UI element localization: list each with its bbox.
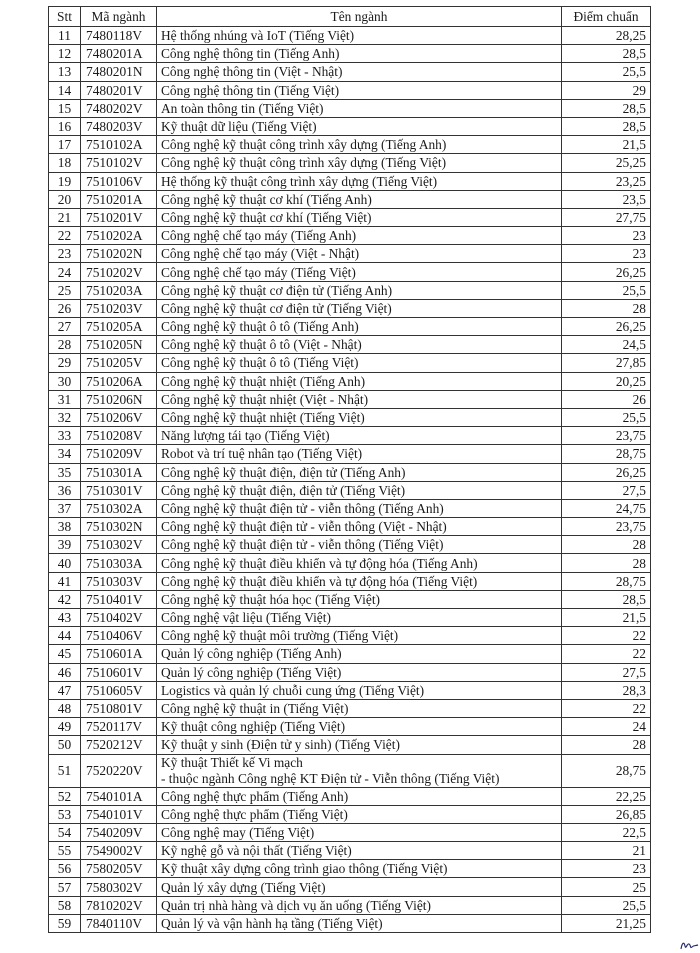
row-stt: 34 bbox=[49, 445, 81, 463]
table-row bbox=[49, 299, 651, 317]
row-score: 23,75 bbox=[562, 427, 651, 445]
table-row bbox=[49, 681, 651, 699]
row-stt: 16 bbox=[49, 117, 81, 135]
row-stt: 30 bbox=[49, 372, 81, 390]
row-name: Robot và trí tuệ nhân tạo (Tiếng Việt) bbox=[157, 445, 562, 463]
row-stt: 14 bbox=[49, 81, 81, 99]
row-code: 7510303V bbox=[81, 572, 157, 590]
row-score: 22 bbox=[562, 627, 651, 645]
row-name: Hệ thống nhúng và IoT (Tiếng Việt) bbox=[157, 27, 562, 45]
row-name: Công nghệ chế tạo máy (Tiếng Anh) bbox=[157, 227, 562, 245]
column-header-code: Mã ngành bbox=[81, 7, 157, 27]
table-row bbox=[49, 536, 651, 554]
row-name: Công nghệ kỹ thuật in (Tiếng Việt) bbox=[157, 699, 562, 717]
row-stt: 53 bbox=[49, 805, 81, 823]
row-stt: 18 bbox=[49, 154, 81, 172]
row-score: 20,25 bbox=[562, 372, 651, 390]
table-row bbox=[49, 805, 651, 823]
row-code: 7510801V bbox=[81, 699, 157, 717]
row-code: 7510202V bbox=[81, 263, 157, 281]
admission-score-table bbox=[48, 6, 651, 933]
row-code: 7480118V bbox=[81, 27, 157, 45]
row-name: Công nghệ thực phẩm (Tiếng Anh) bbox=[157, 787, 562, 805]
row-stt: 21 bbox=[49, 208, 81, 226]
row-code: 7510209V bbox=[81, 445, 157, 463]
row-stt: 22 bbox=[49, 227, 81, 245]
table-row bbox=[49, 445, 651, 463]
table-row bbox=[49, 481, 651, 499]
table-row bbox=[49, 99, 651, 117]
row-code: 7520117V bbox=[81, 718, 157, 736]
row-score: 28,5 bbox=[562, 117, 651, 135]
row-name: Kỹ thuật y sinh (Điện tử y sinh) (Tiếng Việt) bbox=[157, 736, 562, 754]
row-code: 7510303A bbox=[81, 554, 157, 572]
table-row bbox=[49, 154, 651, 172]
row-stt: 26 bbox=[49, 299, 81, 317]
row-score: 26,25 bbox=[562, 463, 651, 481]
row-code: 7510205V bbox=[81, 354, 157, 372]
row-code: 7510402V bbox=[81, 609, 157, 627]
table-row bbox=[49, 427, 651, 445]
row-stt: 27 bbox=[49, 318, 81, 336]
row-code: 7520212V bbox=[81, 736, 157, 754]
table-row bbox=[49, 590, 651, 608]
row-score: 22,25 bbox=[562, 787, 651, 805]
row-code: 7510406V bbox=[81, 627, 157, 645]
row-score: 28,75 bbox=[562, 445, 651, 463]
row-score: 24,5 bbox=[562, 336, 651, 354]
row-code: 7510302N bbox=[81, 518, 157, 536]
table-row bbox=[49, 860, 651, 878]
row-name: Công nghệ kỹ thuật nhiệt (Việt - Nhật) bbox=[157, 390, 562, 408]
table-row bbox=[49, 408, 651, 426]
table-row bbox=[49, 336, 651, 354]
table-row bbox=[49, 318, 651, 336]
row-score: 22 bbox=[562, 645, 651, 663]
table-row bbox=[49, 572, 651, 590]
row-score: 26 bbox=[562, 390, 651, 408]
row-name: Công nghệ kỹ thuật điện, điện tử (Tiếng Anh) bbox=[157, 463, 562, 481]
row-name: Công nghệ kỹ thuật điều khiển và tự động hóa (Tiếng Anh) bbox=[157, 554, 562, 572]
row-stt: 58 bbox=[49, 896, 81, 914]
row-score: 21,5 bbox=[562, 609, 651, 627]
row-code: 7580205V bbox=[81, 860, 157, 878]
row-name: Công nghệ kỹ thuật ô tô (Tiếng Anh) bbox=[157, 318, 562, 336]
row-code: 7520220V bbox=[81, 754, 157, 787]
row-name: Công nghệ thông tin (Tiếng Việt) bbox=[157, 81, 562, 99]
row-score: 21,5 bbox=[562, 136, 651, 154]
row-name: Công nghệ thông tin (Việt - Nhật) bbox=[157, 63, 562, 81]
row-stt: 59 bbox=[49, 914, 81, 932]
row-score: 27,5 bbox=[562, 663, 651, 681]
row-name: Kỹ thuật công nghiệp (Tiếng Việt) bbox=[157, 718, 562, 736]
row-name: Kỹ thuật dữ liệu (Tiếng Việt) bbox=[157, 117, 562, 135]
row-stt: 25 bbox=[49, 281, 81, 299]
table-row bbox=[49, 823, 651, 841]
row-score: 23,75 bbox=[562, 518, 651, 536]
row-stt: 47 bbox=[49, 681, 81, 699]
row-stt: 36 bbox=[49, 481, 81, 499]
row-stt: 46 bbox=[49, 663, 81, 681]
row-name: Công nghệ chế tạo máy (Tiếng Việt) bbox=[157, 263, 562, 281]
row-name: Công nghệ kỹ thuật cơ điện tử (Tiếng Anh) bbox=[157, 281, 562, 299]
row-name-line-1: Kỹ thuật Thiết kế Vi mạch bbox=[161, 754, 303, 770]
row-stt: 24 bbox=[49, 263, 81, 281]
row-name: Công nghệ kỹ thuật ô tô (Việt - Nhật) bbox=[157, 336, 562, 354]
row-score: 24,75 bbox=[562, 499, 651, 517]
row-code: 7549002V bbox=[81, 842, 157, 860]
row-score: 25,5 bbox=[562, 408, 651, 426]
row-name: Công nghệ thực phẩm (Tiếng Việt) bbox=[157, 805, 562, 823]
row-score: 25,25 bbox=[562, 154, 651, 172]
row-score: 21 bbox=[562, 842, 651, 860]
row-score: 28 bbox=[562, 736, 651, 754]
table-row bbox=[49, 263, 651, 281]
column-header-name: Tên ngành bbox=[157, 7, 562, 27]
row-code: 7510302V bbox=[81, 536, 157, 554]
row-stt: 52 bbox=[49, 787, 81, 805]
row-stt: 15 bbox=[49, 99, 81, 117]
row-stt: 40 bbox=[49, 554, 81, 572]
row-name: Công nghệ kỹ thuật điện tử - viễn thông (Việt - Nhật) bbox=[157, 518, 562, 536]
row-code: 7510206V bbox=[81, 408, 157, 426]
handwritten-mark-icon bbox=[679, 937, 700, 951]
table-row bbox=[49, 645, 651, 663]
table-row bbox=[49, 609, 651, 627]
row-stt: 41 bbox=[49, 572, 81, 590]
table-row bbox=[49, 463, 651, 481]
row-stt: 35 bbox=[49, 463, 81, 481]
row-score: 28 bbox=[562, 554, 651, 572]
row-name: Quản lý và vận hành hạ tầng (Tiếng Việt) bbox=[157, 914, 562, 932]
row-score: 28,75 bbox=[562, 572, 651, 590]
table-row bbox=[49, 390, 651, 408]
table-row bbox=[49, 499, 651, 517]
row-code: 7510106V bbox=[81, 172, 157, 190]
row-code: 7480201V bbox=[81, 81, 157, 99]
row-stt: 50 bbox=[49, 736, 81, 754]
row-name: Công nghệ kỹ thuật điều khiển và tự động hóa (Tiếng Việt) bbox=[157, 572, 562, 590]
row-code: 7510605V bbox=[81, 681, 157, 699]
table-row bbox=[49, 896, 651, 914]
row-name: Công nghệ chế tạo máy (Việt - Nhật) bbox=[157, 245, 562, 263]
table-header-row bbox=[49, 7, 651, 27]
table-body bbox=[49, 27, 651, 933]
column-header-stt: Stt bbox=[49, 7, 81, 27]
row-stt: 13 bbox=[49, 63, 81, 81]
row-code: 7510401V bbox=[81, 590, 157, 608]
row-score: 28,25 bbox=[562, 27, 651, 45]
row-stt: 57 bbox=[49, 878, 81, 896]
table-row bbox=[49, 208, 651, 226]
row-code: 7540209V bbox=[81, 823, 157, 841]
table-row bbox=[49, 787, 651, 805]
row-score: 25,5 bbox=[562, 896, 651, 914]
row-score: 23 bbox=[562, 227, 651, 245]
row-score: 21,25 bbox=[562, 914, 651, 932]
row-name: Công nghệ kỹ thuật ô tô (Tiếng Việt) bbox=[157, 354, 562, 372]
row-stt: 49 bbox=[49, 718, 81, 736]
table-row bbox=[49, 842, 651, 860]
table-row bbox=[49, 27, 651, 45]
row-stt: 12 bbox=[49, 45, 81, 63]
row-score: 28,5 bbox=[562, 45, 651, 63]
row-stt: 20 bbox=[49, 190, 81, 208]
row-stt: 43 bbox=[49, 609, 81, 627]
table-row bbox=[49, 627, 651, 645]
row-score: 28,75 bbox=[562, 754, 651, 787]
table-row bbox=[49, 117, 651, 135]
row-name: Công nghệ kỹ thuật điện tử - viễn thông (Tiếng Việt) bbox=[157, 536, 562, 554]
row-code: 7510206A bbox=[81, 372, 157, 390]
row-score: 25,5 bbox=[562, 281, 651, 299]
row-name: Công nghệ kỹ thuật công trình xây dựng (Tiếng Anh) bbox=[157, 136, 562, 154]
table-row bbox=[49, 172, 651, 190]
row-code: 7540101A bbox=[81, 787, 157, 805]
table-row bbox=[49, 754, 651, 787]
row-name bbox=[157, 754, 562, 787]
row-code: 7840110V bbox=[81, 914, 157, 932]
row-name: Quản lý xây dựng (Tiếng Việt) bbox=[157, 878, 562, 896]
row-name: Kỹ nghệ gỗ và nội thất (Tiếng Việt) bbox=[157, 842, 562, 860]
table-row bbox=[49, 45, 651, 63]
row-name: Hệ thống kỹ thuật công trình xây dựng (Tiếng Việt) bbox=[157, 172, 562, 190]
row-code: 7810202V bbox=[81, 896, 157, 914]
row-code: 7510601A bbox=[81, 645, 157, 663]
row-score: 25 bbox=[562, 878, 651, 896]
table-row bbox=[49, 190, 651, 208]
row-code: 7510102V bbox=[81, 154, 157, 172]
table-row bbox=[49, 914, 651, 932]
row-stt: 29 bbox=[49, 354, 81, 372]
row-code: 7510201V bbox=[81, 208, 157, 226]
row-code: 7510601V bbox=[81, 663, 157, 681]
row-name-line-2: - thuộc ngành Công nghệ KT Điện tử - Viễn thông (Tiếng Việt) bbox=[161, 770, 500, 786]
row-name: Công nghệ kỹ thuật nhiệt (Tiếng Việt) bbox=[157, 408, 562, 426]
row-name: Quản lý công nghiệp (Tiếng Anh) bbox=[157, 645, 562, 663]
row-name: Công nghệ kỹ thuật cơ khí (Tiếng Anh) bbox=[157, 190, 562, 208]
row-score: 23 bbox=[562, 245, 651, 263]
row-name: Logistics và quản lý chuỗi cung ứng (Tiếng Việt) bbox=[157, 681, 562, 699]
row-name: An toàn thông tin (Tiếng Việt) bbox=[157, 99, 562, 117]
table-row bbox=[49, 878, 651, 896]
column-header-score: Điểm chuẩn bbox=[562, 7, 651, 27]
row-code: 7510201A bbox=[81, 190, 157, 208]
row-score: 24 bbox=[562, 718, 651, 736]
row-stt: 31 bbox=[49, 390, 81, 408]
row-name: Quản lý công nghiệp (Tiếng Việt) bbox=[157, 663, 562, 681]
row-code: 7510208V bbox=[81, 427, 157, 445]
table-row bbox=[49, 281, 651, 299]
row-stt: 51 bbox=[49, 754, 81, 787]
row-code: 7480201A bbox=[81, 45, 157, 63]
row-stt: 37 bbox=[49, 499, 81, 517]
row-code: 7510301V bbox=[81, 481, 157, 499]
table-row bbox=[49, 354, 651, 372]
row-code: 7510205N bbox=[81, 336, 157, 354]
row-score: 28 bbox=[562, 299, 651, 317]
row-stt: 28 bbox=[49, 336, 81, 354]
row-score: 23,5 bbox=[562, 190, 651, 208]
table-row bbox=[49, 136, 651, 154]
table-row bbox=[49, 245, 651, 263]
row-score: 25,5 bbox=[562, 63, 651, 81]
row-name: Công nghệ thông tin (Tiếng Anh) bbox=[157, 45, 562, 63]
row-score: 27,5 bbox=[562, 481, 651, 499]
row-score: 22 bbox=[562, 699, 651, 717]
row-score: 29 bbox=[562, 81, 651, 99]
row-code: 7510205A bbox=[81, 318, 157, 336]
row-score: 26,25 bbox=[562, 318, 651, 336]
row-code: 7540101V bbox=[81, 805, 157, 823]
row-code: 7480202V bbox=[81, 99, 157, 117]
table-row bbox=[49, 663, 651, 681]
table-row bbox=[49, 699, 651, 717]
row-stt: 48 bbox=[49, 699, 81, 717]
row-stt: 56 bbox=[49, 860, 81, 878]
row-code: 7510202A bbox=[81, 227, 157, 245]
row-name: Công nghệ kỹ thuật công trình xây dựng (Tiếng Việt) bbox=[157, 154, 562, 172]
table-row bbox=[49, 518, 651, 536]
row-stt: 45 bbox=[49, 645, 81, 663]
row-stt: 44 bbox=[49, 627, 81, 645]
row-score: 22,5 bbox=[562, 823, 651, 841]
row-score: 28,3 bbox=[562, 681, 651, 699]
row-stt: 17 bbox=[49, 136, 81, 154]
row-code: 7510203V bbox=[81, 299, 157, 317]
row-stt: 42 bbox=[49, 590, 81, 608]
row-name: Công nghệ may (Tiếng Việt) bbox=[157, 823, 562, 841]
row-name: Công nghệ kỹ thuật nhiệt (Tiếng Anh) bbox=[157, 372, 562, 390]
row-stt: 54 bbox=[49, 823, 81, 841]
row-name: Công nghệ kỹ thuật hóa học (Tiếng Việt) bbox=[157, 590, 562, 608]
row-stt: 23 bbox=[49, 245, 81, 263]
row-code: 7580302V bbox=[81, 878, 157, 896]
row-score: 28,5 bbox=[562, 99, 651, 117]
row-score: 26,85 bbox=[562, 805, 651, 823]
row-score: 27,85 bbox=[562, 354, 651, 372]
row-name: Năng lượng tái tạo (Tiếng Việt) bbox=[157, 427, 562, 445]
table-row bbox=[49, 81, 651, 99]
row-code: 7510206N bbox=[81, 390, 157, 408]
row-code: 7510102A bbox=[81, 136, 157, 154]
row-stt: 38 bbox=[49, 518, 81, 536]
row-score: 23,25 bbox=[562, 172, 651, 190]
table-row bbox=[49, 227, 651, 245]
row-stt: 11 bbox=[49, 27, 81, 45]
admission-score-sheet bbox=[48, 6, 650, 933]
table-row bbox=[49, 554, 651, 572]
row-score: 27,75 bbox=[562, 208, 651, 226]
row-code: 7510302A bbox=[81, 499, 157, 517]
row-name: Công nghệ vật liệu (Tiếng Việt) bbox=[157, 609, 562, 627]
row-score: 26,25 bbox=[562, 263, 651, 281]
row-stt: 33 bbox=[49, 427, 81, 445]
row-name: Kỹ thuật xây dựng công trình giao thông (Tiếng Việt) bbox=[157, 860, 562, 878]
row-score: 28 bbox=[562, 536, 651, 554]
row-code: 7510202N bbox=[81, 245, 157, 263]
table-row bbox=[49, 372, 651, 390]
row-name: Công nghệ kỹ thuật điện, điện tử (Tiếng Việt) bbox=[157, 481, 562, 499]
row-name: Quản trị nhà hàng và dịch vụ ăn uống (Tiếng Việt) bbox=[157, 896, 562, 914]
row-code: 7510203A bbox=[81, 281, 157, 299]
row-code: 7480201N bbox=[81, 63, 157, 81]
table-row bbox=[49, 736, 651, 754]
row-name: Công nghệ kỹ thuật cơ khí (Tiếng Việt) bbox=[157, 208, 562, 226]
table-row bbox=[49, 63, 651, 81]
row-score: 28,5 bbox=[562, 590, 651, 608]
row-stt: 55 bbox=[49, 842, 81, 860]
row-code: 7480203V bbox=[81, 117, 157, 135]
row-name: Công nghệ kỹ thuật môi trường (Tiếng Việt) bbox=[157, 627, 562, 645]
row-score: 23 bbox=[562, 860, 651, 878]
row-stt: 39 bbox=[49, 536, 81, 554]
row-stt: 32 bbox=[49, 408, 81, 426]
row-name: Công nghệ kỹ thuật cơ điện tử (Tiếng Việt) bbox=[157, 299, 562, 317]
row-stt: 19 bbox=[49, 172, 81, 190]
row-name: Công nghệ kỹ thuật điện tử - viễn thông (Tiếng Anh) bbox=[157, 499, 562, 517]
table-row bbox=[49, 718, 651, 736]
row-code: 7510301A bbox=[81, 463, 157, 481]
